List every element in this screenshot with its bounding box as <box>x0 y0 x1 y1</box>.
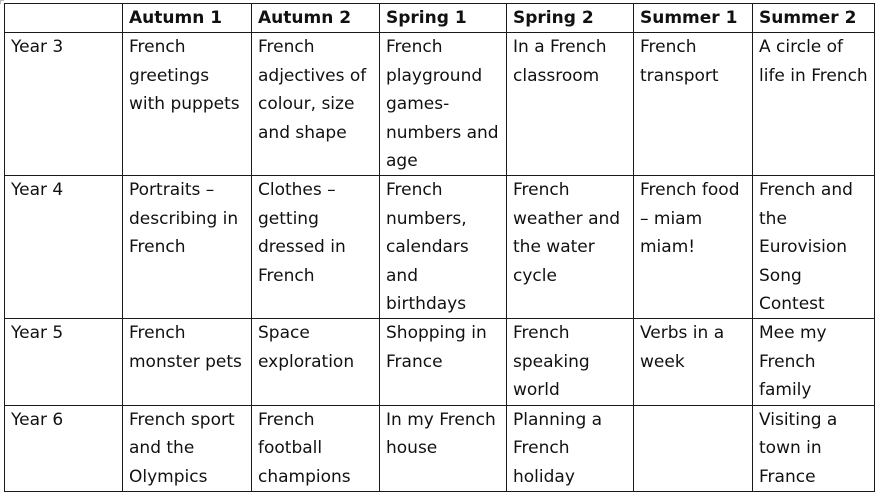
table-cell: French food – miam miam! <box>634 176 753 319</box>
table-cell: In a French classroom <box>507 33 634 176</box>
table-cell: French greetings with puppets <box>123 33 252 176</box>
row-label-year-3: Year 3 <box>5 33 123 176</box>
table-cell: In my French house <box>380 405 507 491</box>
header-summer-1: Summer 1 <box>634 4 753 33</box>
table-cell: Mee my French family <box>753 319 875 405</box>
table-cell: French speaking world <box>507 319 634 405</box>
table-row <box>5 33 875 176</box>
table-cell: French adjectives of colour, size and shape <box>252 33 380 176</box>
header-row <box>5 4 875 33</box>
table-cell: Verbs in a week <box>634 319 753 405</box>
table-cell: French transport <box>634 33 753 176</box>
header-spring-2: Spring 2 <box>507 4 634 33</box>
table-cell: French sport and the Olympics <box>123 405 252 491</box>
table-cell: French and the Eurovision Song Contest <box>753 176 875 319</box>
table-cell: Space exploration <box>252 319 380 405</box>
row-label-year-6: Year 6 <box>5 405 123 491</box>
table-row <box>5 319 875 405</box>
header-autumn-2: Autumn 2 <box>252 4 380 33</box>
curriculum-document <box>4 3 875 492</box>
table-cell: French playground games- numbers and age <box>380 33 507 176</box>
table-cell: Planning a French holiday <box>507 405 634 491</box>
corner-cell <box>5 4 123 33</box>
table-cell: Visiting a town in France <box>753 405 875 491</box>
header-spring-1: Spring 1 <box>380 4 507 33</box>
table-cell: French numbers, calendars and birthdays <box>380 176 507 319</box>
table-cell <box>634 405 753 491</box>
row-label-year-5: Year 5 <box>5 319 123 405</box>
header-summer-2: Summer 2 <box>753 4 875 33</box>
table-cell: Clothes – getting dressed in French <box>252 176 380 319</box>
table-cell: Shopping in France <box>380 319 507 405</box>
curriculum-table <box>4 3 875 492</box>
table-cell: French football champions <box>252 405 380 491</box>
table-cell: French monster pets <box>123 319 252 405</box>
table-cell: Portraits – describing in French <box>123 176 252 319</box>
header-autumn-1: Autumn 1 <box>123 4 252 33</box>
row-label-year-4: Year 4 <box>5 176 123 319</box>
table-row <box>5 405 875 491</box>
table-cell: A circle of life in French <box>753 33 875 176</box>
table-row <box>5 176 875 319</box>
table-cell: French weather and the water cycle <box>507 176 634 319</box>
